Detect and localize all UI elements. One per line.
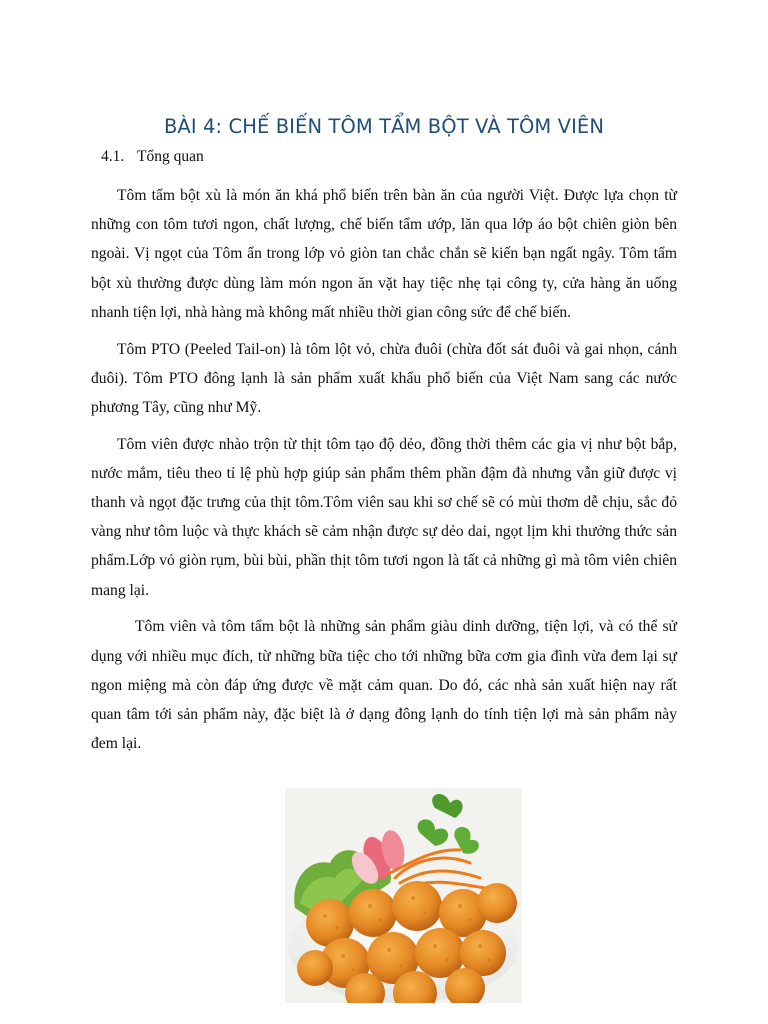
paragraph-4: Tôm viên và tôm tẩm bột là những sản phẩm giàu dinh dưỡng, tiện lợi, và có thể sử dụng với nhiều mục đích, từ những bữa tiệc cho tới những bữa cơm gia đình vừa đem lại sự ngon miệng mà còn đáp ứng được về mặt cảm quan. Do đó, các nhà sản xuất hiện nay rất quan tâm tới sản phẩm này, đặc biệt là ở dạng đông lạnh do tính tiện lợi mà sản phẩm này đem lại. (91, 618, 677, 753)
section-heading (101, 148, 204, 166)
paragraph-3: Tôm viên được nhào trộn từ thịt tôm tạo độ dẻo, đồng thời thêm các gia vị như bột bắp, nước mắm, tiêu theo tỉ lệ phù hợp giúp sản phẩm thêm phần đậm đà nhưng vẫn giữ được vị thanh và ngọt đặc trưng của thịt tôm.Tôm viên sau khi sơ chế sẽ có mùi thơm dễ chịu, sắc đỏ vàng như tôm luộc và thực khách sẽ cảm nhận được sự dẻo dai, ngọt lịm khi thưởng thức sản phẩm.Lớp vỏ giòn rụm, bùi bùi, phần thịt tôm tươi ngon là tất cả những gì mà tôm viên chiên mang lại. (91, 435, 677, 599)
page-title: BÀI 4: CHẾ BIẾN TÔM TẨM BỘT VÀ TÔM VIÊN (163, 115, 605, 138)
shrimp-balls-photo (285, 788, 522, 1003)
paragraph-2: Tôm PTO (Peeled Tail-on) là tôm lột vỏ, chừa đuôi (chừa đốt sát đuôi và gai nhọn, cánh đuôi). Tôm PTO đông lạnh là sản phẩm xuất khẩu phổ biến của Việt Nam sang các nước phương Tây, cũng như Mỹ. (91, 340, 677, 416)
paragraph-1: Tôm tẩm bột xù là món ăn khá phổ biến trên bàn ăn của người Việt. Được lựa chọn từ những con tôm tươi ngon, chất lượng, chế biến tẩm ướp, lăn qua lớp áo bột chiên giòn bên ngoài. Vị ngọt của Tôm ẩn trong lớp vỏ giòn tan chắc chắn sẽ kiến bạn ngất ngây. Tôm tẩm bột xù thường được dùng làm món ngon ăn vặt hay tiệc nhẹ tại công ty, cửa hàng ăn uống nhanh tiện lợi, nhà hàng mà không mất nhiều thời gian công sức để chế biến. (91, 187, 677, 321)
body-text (91, 181, 677, 766)
shrimp-balls-photo-icon (285, 788, 522, 1003)
section-number: 4.1. (101, 148, 125, 165)
section-label: Tổng quan (137, 148, 204, 165)
